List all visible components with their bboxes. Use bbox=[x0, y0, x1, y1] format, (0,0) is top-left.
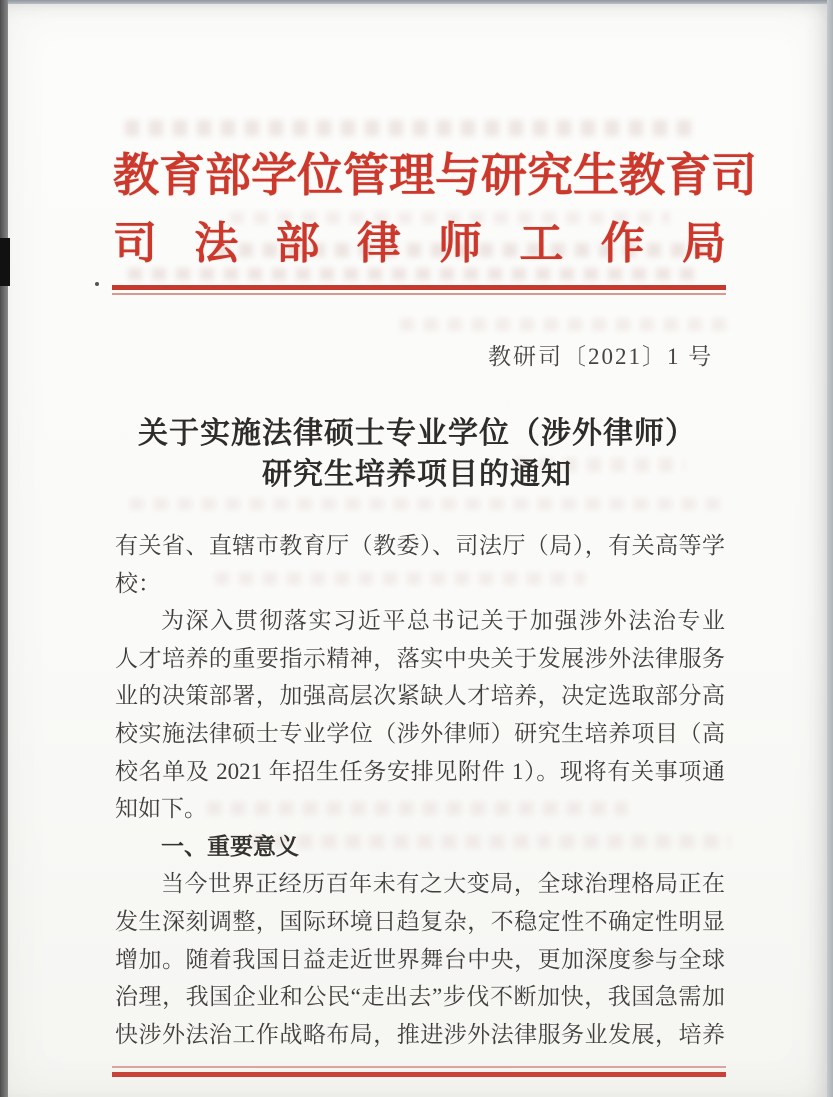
body-line: 治理，我国企业和公民“走出去”步伐不断加快，我国急需加 bbox=[115, 984, 725, 1010]
scan-speck bbox=[95, 282, 99, 286]
bleedthrough-row bbox=[125, 120, 700, 136]
letterhead-rule bbox=[112, 285, 726, 295]
body-line: 校名单及 2021 年招生任务安排见附件 1）。现将有关事项通 bbox=[115, 758, 725, 784]
letterhead-char: 部 bbox=[275, 219, 320, 268]
body-line: 校： bbox=[115, 570, 161, 596]
body-line: 快涉外法治工作战略布局，推进涉外法律服务业发展，培养 bbox=[115, 1021, 725, 1047]
body-line: 知如下。 bbox=[115, 796, 207, 822]
body-line: 有关省、直辖市教育厅（教委）、司法厅（局），有关高等学 bbox=[115, 533, 725, 558]
letterhead-char: 研 bbox=[481, 150, 527, 201]
footer-rule bbox=[112, 1066, 726, 1077]
letterhead-char: 育 bbox=[159, 150, 205, 201]
footer-rule-thin bbox=[112, 1066, 726, 1068]
letterhead-char: 理 bbox=[389, 150, 435, 201]
letterhead-char: 教 bbox=[113, 150, 159, 201]
letterhead-char: 教 bbox=[619, 150, 665, 201]
letterhead-char: 部 bbox=[205, 150, 251, 201]
document-title-line2: 研究生培养项目的通知 bbox=[262, 458, 572, 491]
photo-edge-notch bbox=[0, 238, 10, 286]
letterhead-char: 学 bbox=[251, 150, 297, 201]
body-line: 增加。随着我国日益走近世界舞台中央，更加深度参与全球 bbox=[115, 946, 725, 972]
body-line: 发生深刻调整，国际环境日趋复杂，不稳定性不确定性明显 bbox=[115, 908, 725, 934]
letterhead-char: 司 bbox=[113, 219, 157, 268]
body-line: 当今世界正经历百年未有之大变局，全球治理格局正在 bbox=[161, 871, 725, 897]
letterhead-char: 作 bbox=[600, 219, 645, 268]
letterhead-char: 管 bbox=[343, 150, 389, 201]
letterhead-char: 究 bbox=[527, 150, 573, 201]
letterhead-char: 与 bbox=[435, 150, 481, 201]
photo-edge-left bbox=[0, 0, 8, 1097]
footer-rule-thick bbox=[112, 1072, 726, 1077]
bleedthrough-row bbox=[400, 318, 730, 331]
letterhead-char: 局 bbox=[681, 219, 726, 268]
body-line: 人才培养的重要指示精神，落实中央关于发展涉外法律服务 bbox=[115, 645, 725, 671]
letterhead-char: 师 bbox=[438, 219, 483, 268]
letterhead-char: 工 bbox=[519, 219, 564, 268]
document-title-line1: 关于实施法律硕士专业学位（涉外律师） bbox=[138, 417, 696, 450]
paper-sheet bbox=[7, 4, 827, 1097]
bleedthrough-row bbox=[130, 498, 720, 510]
letterhead-line2 bbox=[113, 218, 726, 270]
letterhead-rule-thin bbox=[112, 293, 726, 295]
letterhead-char: 生 bbox=[573, 150, 619, 201]
letterhead-char: 法 bbox=[194, 219, 239, 268]
document-title bbox=[7, 413, 827, 495]
body-line: 为深入贯彻落实习近平总书记关于加强涉外法治专业 bbox=[161, 608, 725, 634]
letterhead-char: 律 bbox=[356, 219, 401, 268]
letterhead-rule-thick bbox=[112, 285, 726, 290]
photo-edge-top bbox=[0, 0, 833, 4]
document-number: 教研司〔2021〕1 号 bbox=[488, 344, 714, 369]
body-line: 一、重要意义 bbox=[161, 833, 299, 859]
body-lines bbox=[115, 527, 725, 1053]
body-line: 业的决策部署，加强高层次紧缺人才培养，决定选取部分高 bbox=[115, 683, 725, 709]
letterhead-char: 位 bbox=[297, 150, 343, 201]
letterhead-char: 司 bbox=[711, 150, 757, 201]
letterhead-char: 育 bbox=[665, 150, 711, 201]
body-line: 校实施法律硕士专业学位（涉外律师）研究生培养项目（高 bbox=[115, 720, 725, 746]
letterhead-line1 bbox=[113, 150, 757, 202]
photo-edge-right bbox=[827, 0, 833, 1097]
